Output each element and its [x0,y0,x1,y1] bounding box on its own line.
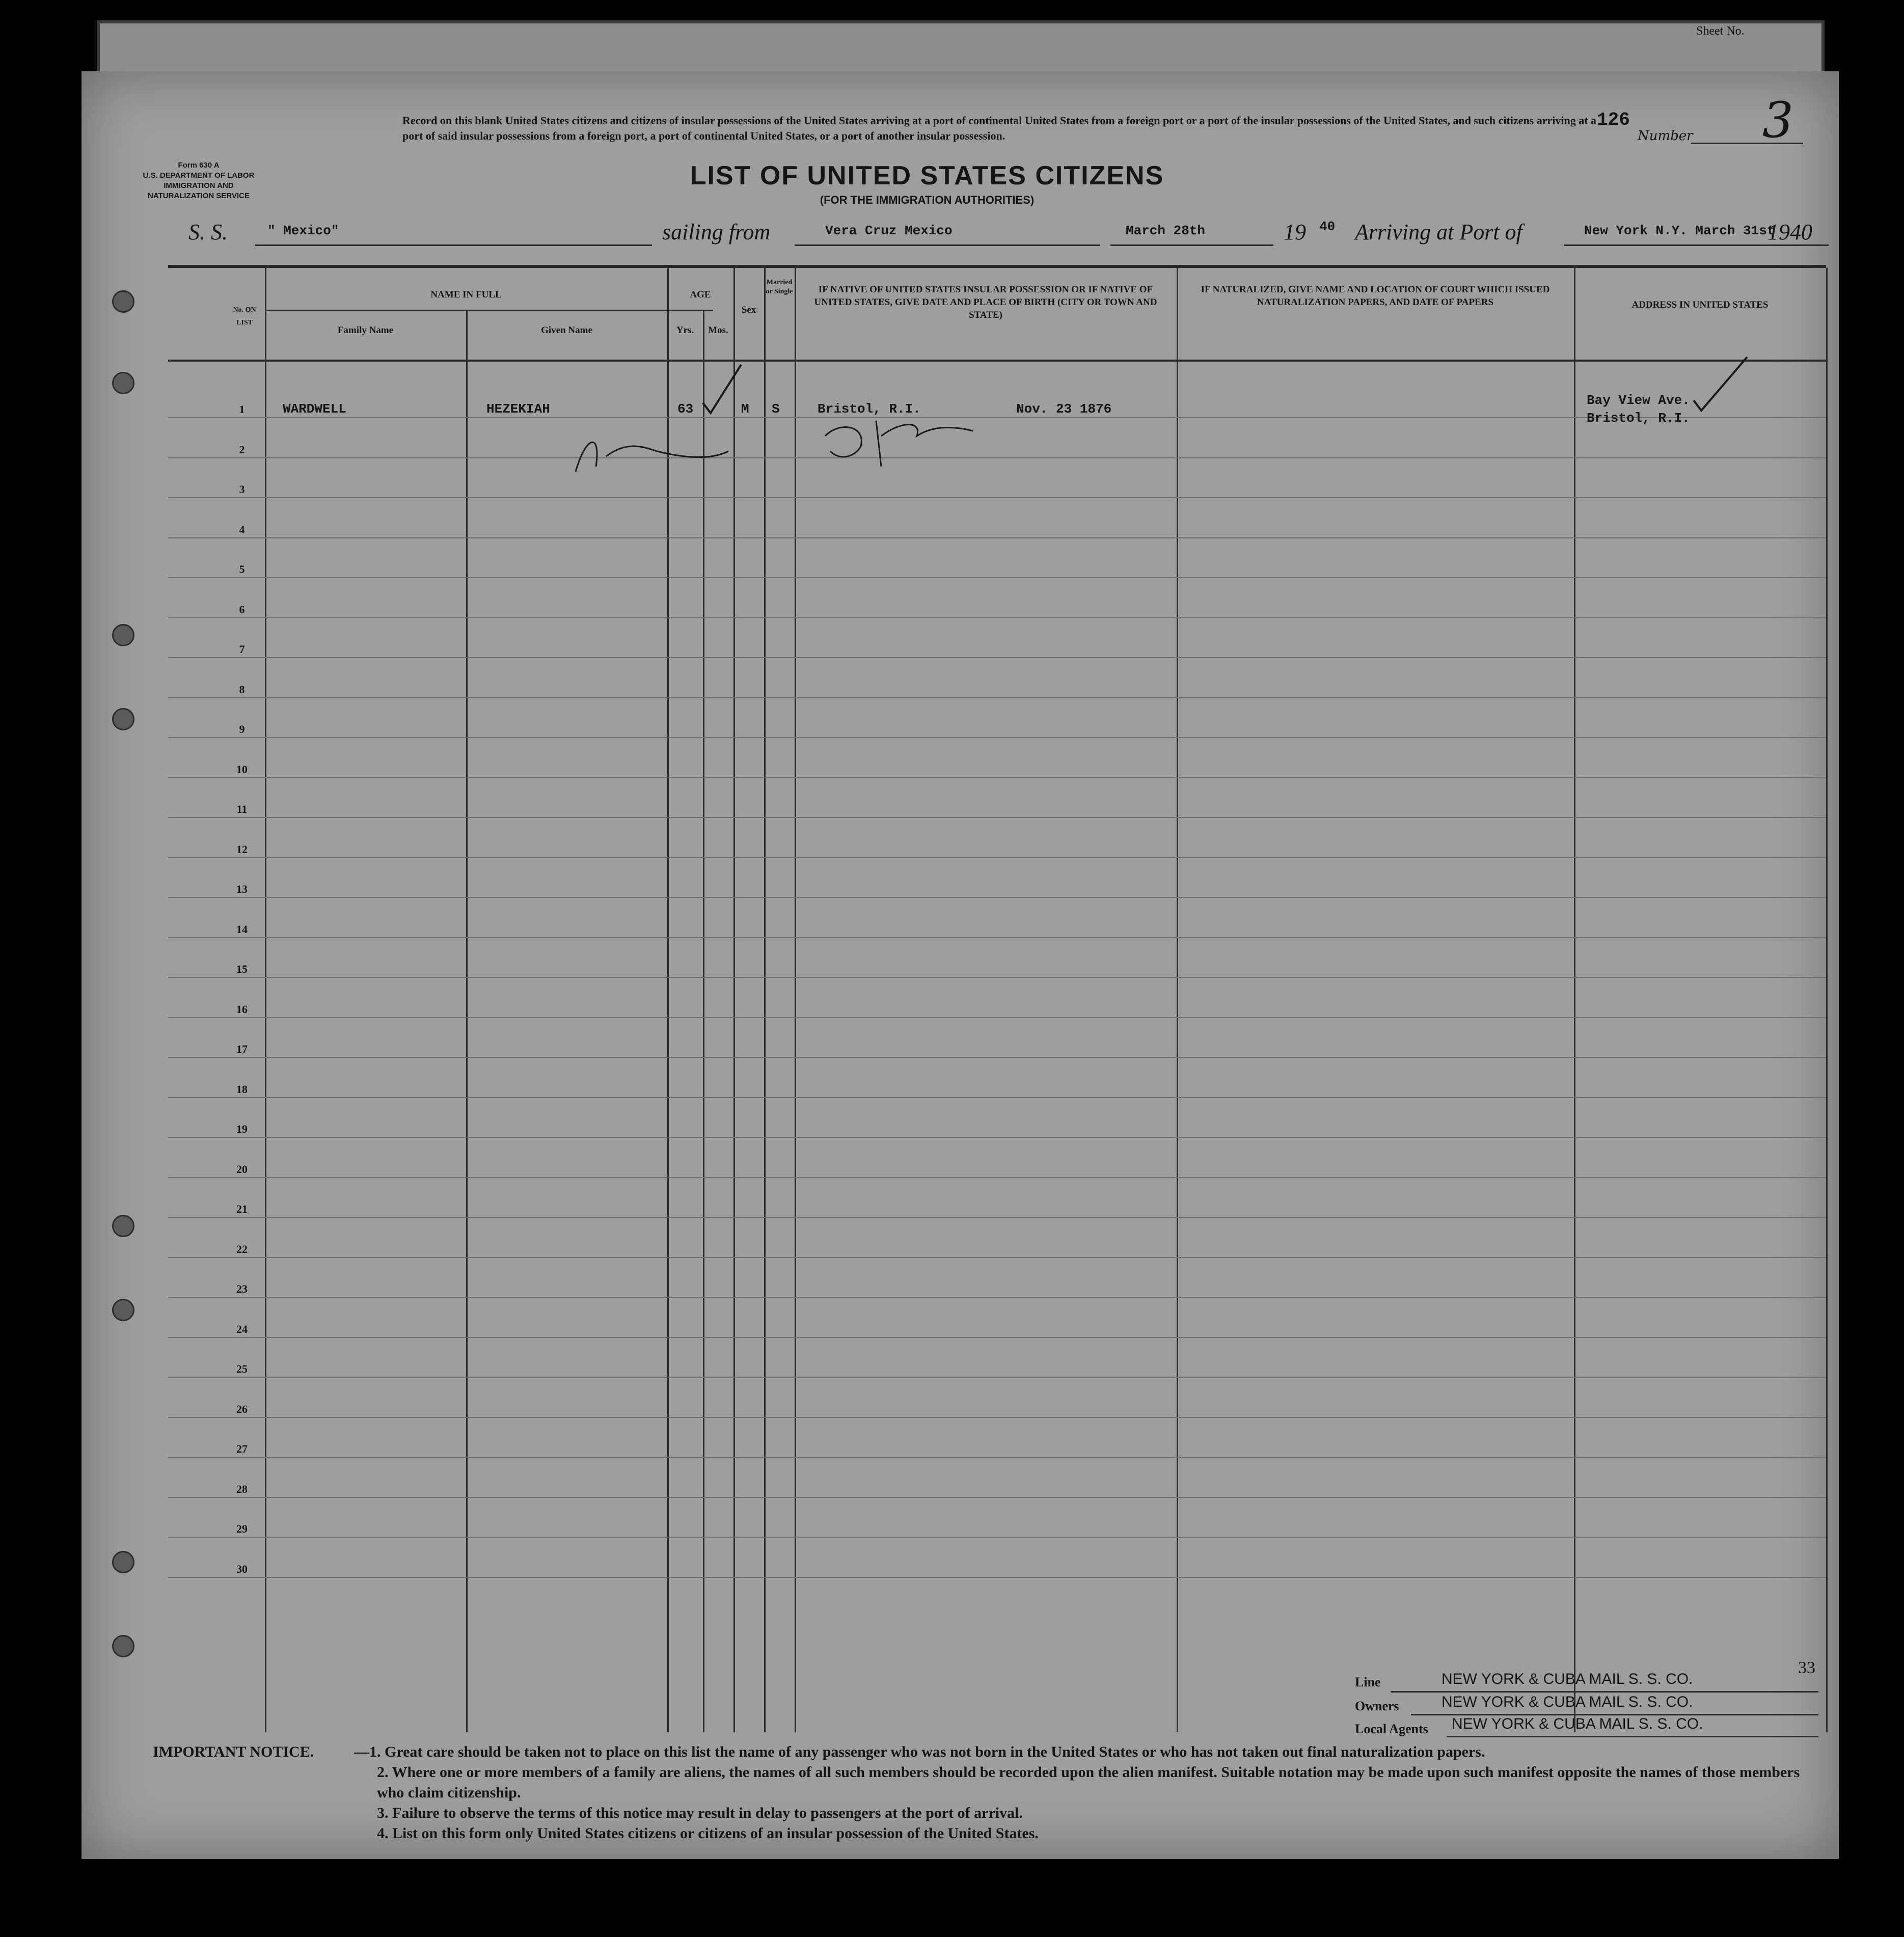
row-rule [168,737,1826,738]
header-name-full: NAME IN FULL [430,289,502,300]
binder-hole [112,290,134,313]
header-family: Family Name [337,325,394,336]
row-rule [168,777,1826,778]
notice-item-4: 4. List on this form only United States citizens or citizens of an insular possession of the United States. [377,1825,1039,1842]
row-number: 10 [236,762,248,776]
page-title: LIST OF UNITED STATES CITIZENS [690,161,1164,190]
row-number: 14 [236,922,248,936]
binder-hole [112,708,134,730]
row-number: 2 [239,443,245,456]
entry-age-years: 63 [677,401,694,417]
row-rule [168,1577,1826,1578]
row-number: 25 [236,1362,248,1375]
manifest-grid [168,265,1826,1732]
row-number: 4 [239,523,245,536]
col-line [265,268,266,1732]
header-sex: Sex [741,305,756,315]
row-rule [168,1377,1826,1378]
company-block [1355,1655,1824,1737]
page-subtitle: (FOR THE IMMIGRATION AUTHORITIES) [820,194,1035,206]
notice-label: IMPORTANT NOTICE. [153,1743,314,1760]
row-number: 28 [236,1482,248,1495]
row-number: 8 [239,683,245,696]
entry-sex: M [741,401,749,417]
row-rule [168,1257,1826,1258]
sheet-number-printed: 126 [1597,110,1630,130]
sailing-from: Vera Cruz Mexico [825,223,953,238]
header-no: No. ON LIST [233,306,256,326]
company-agents: NEW YORK & CUBA MAIL S. S. CO. [1452,1715,1703,1732]
from-underline [795,244,1100,246]
entry-marital: S [772,401,780,417]
row-rule [168,1217,1826,1218]
row-rule [168,1017,1826,1018]
row-number: 1 [239,403,245,416]
col-line [764,268,766,1732]
row-rule [168,817,1826,818]
entry-birth-date: Nov. 23 1876 [1016,401,1112,417]
row-number: 26 [236,1402,248,1415]
document-page [81,71,1839,1859]
header-naturalized: IF NATURALIZED, GIVE NAME AND LOCATION OF COURT WHICH ISSUED NATURALIZATION PAPERS, AND DATE OF PAPERS [1201,284,1550,308]
header-birth: IF NATIVE OF UNITED STATES INSULAR POSSESSION OR IF NATIVE OF UNITED STATES, GIVE DATE AND PLACE OF BIRTH (CITY OR TOWN AND STATE) [814,284,1157,320]
row-rule [168,1097,1826,1098]
row-number: 7 [239,643,245,656]
ship-name: " Mexico" [267,223,339,238]
important-notice [153,1742,1813,1844]
row-rule [168,977,1826,978]
row-rule [168,697,1826,698]
row-rule [168,897,1826,898]
date-underline [1110,244,1273,246]
row-number: 9 [239,723,245,735]
row-number: 20 [236,1162,248,1176]
line-underline [1391,1691,1818,1693]
agents-underline [1447,1736,1818,1737]
entry-birth-place: Bristol, R.I. [818,401,921,417]
binder-hole [112,1215,134,1237]
col-line [1574,268,1575,1732]
col-line [1177,268,1178,1732]
notice-item-1: —1. Great care should be taken not to place on this list the name of any passenger who was not born in the United States or who has not taken out final naturalization papers. [354,1743,1485,1760]
row-number: 11 [236,803,248,815]
entry-address-line2: Bristol, R.I. [1587,411,1690,426]
entry-given-name: HEZEKIAH [486,401,550,417]
company-line: NEW YORK & CUBA MAIL S. S. CO. [1441,1671,1693,1687]
year-prefix: 19 [1284,220,1306,244]
sheet-number-handwritten: 3 [1762,92,1794,149]
row-number: 30 [236,1562,248,1575]
row-rule [168,1137,1826,1138]
row-number: 27 [236,1442,248,1455]
header-mos: Mos. [708,325,728,336]
arriving-label: Arriving at Port of [1355,220,1522,244]
row-rule [168,1297,1826,1298]
header-address: ADDRESS IN UNITED STATES [1631,299,1769,310]
handwritten-checkmarks [168,268,1826,472]
row-number: 13 [236,883,248,895]
sheet-number-label: Number [1638,128,1693,144]
row-rule [168,1457,1826,1458]
arrival-year: 1940 [1767,220,1812,244]
binder-hole [112,372,134,394]
row-rule [168,937,1826,938]
row-number: 21 [236,1203,248,1215]
row-number: 12 [236,842,248,856]
row-number: 17 [236,1043,248,1055]
row-rule [168,617,1826,618]
notice-item-2: 2. Where one or more members of a family are aliens, the names of all such members should be recorded upon the alien manifest. Suitable notation may be made upon such manifest opposite the names of those members who claim citizenship. [377,1764,1800,1801]
row-rule [168,1337,1826,1338]
row-number: 15 [236,963,248,975]
ship-underline [255,244,652,246]
notice-item-3: 3. Failure to observe the terms of this notice may result in delay to passengers at the port of arrival. [377,1805,1023,1821]
ss-label: S. S. [188,220,228,244]
agents-label: Local Agents [1355,1722,1428,1736]
header-yrs: Yrs. [676,325,694,336]
sailing-date: March 28th [1126,223,1206,238]
sheet-no-label: Sheet No. [1696,24,1745,38]
row-rule [168,1497,1826,1498]
row-number: 22 [236,1242,248,1256]
row-rule [168,1537,1826,1538]
row-number: 3 [239,483,245,496]
sailing-label: sailing from [662,220,771,244]
col-line [733,268,735,1732]
col-line [466,310,468,1732]
row-number: 24 [236,1322,248,1335]
line-label: Line [1355,1675,1381,1689]
binder-hole [112,1635,134,1657]
handwritten-signature [576,421,973,472]
row-number: 6 [239,603,245,616]
voyage-line [188,219,1839,255]
binder-hole [112,1551,134,1573]
entry-family-name: WARDWELL [283,401,346,417]
header-given: Given Name [541,325,592,336]
sailing-year: 40 [1319,219,1336,234]
company-owners: NEW YORK & CUBA MAIL S. S. CO. [1441,1694,1693,1710]
row-number: 29 [236,1522,248,1535]
check-mark-age [703,365,741,413]
entry-address-line1: Bay View Ave. [1587,393,1690,408]
row-rule [168,1417,1826,1418]
row-number: 18 [236,1082,248,1096]
row-number: 16 [236,1002,248,1016]
header-age: AGE [690,289,711,300]
col-line [795,268,796,1732]
row-number: 23 [236,1283,248,1295]
page-count-note: 33 [1798,1658,1815,1677]
binder-hole [112,1299,134,1321]
arrival-port: New York N.Y. March 31st [1584,223,1775,238]
row-rule [168,1177,1826,1178]
form-identifier: Form 630 A U.S. DEPARTMENT OF LABOR IMMIGRATION AND NATURALIZATION SERVICE [143,161,255,200]
owners-label: Owners [1355,1699,1399,1713]
row-rule [168,657,1826,658]
col-line [703,310,704,1732]
intro-text: Record on this blank United States citizens and citizens of insular possessions of the United States arriving at a port of continental United States from a foreign port or a port of the insular possessions of the United States, and such citizens arriving at a port of said insular possessions from a foreign port, a port of continental United States, or a port of another insular possession. [402,114,1597,142]
check-mark-address [1694,357,1747,411]
row-rule [168,577,1826,578]
row-number: 5 [239,563,245,576]
col-line [1826,268,1828,1732]
row-rule [168,1057,1826,1058]
row-number: 19 [236,1123,248,1135]
header-marital: Married or Single [766,279,793,295]
row-rule [168,497,1826,498]
col-line [667,268,669,1732]
row-rule [168,537,1826,538]
row-rule [168,857,1826,858]
binder-hole [112,624,134,646]
